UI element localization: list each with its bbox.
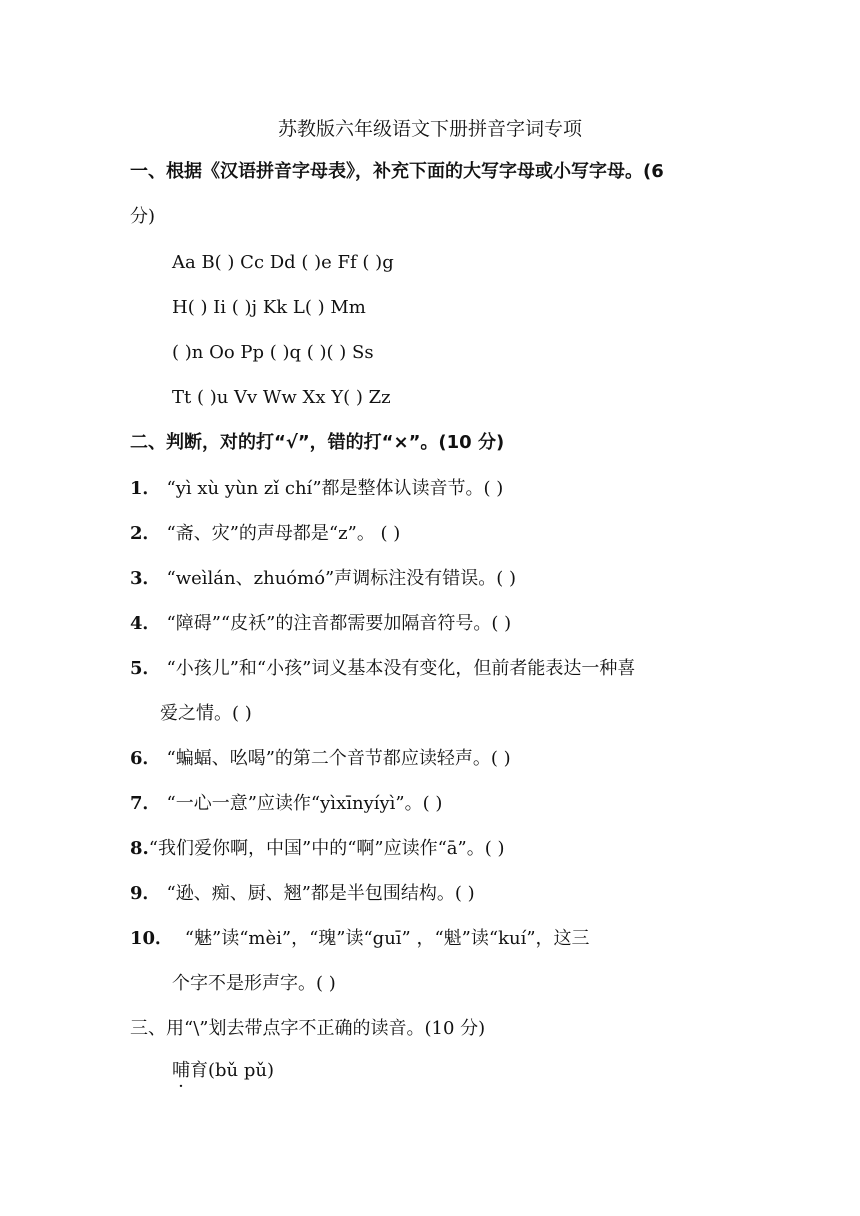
alphabet-row-1: Aa B( ) Cc Dd ( )e Ff ( )g [172, 252, 394, 273]
question-number: 7． [130, 793, 161, 814]
question-number: 9． [130, 883, 161, 904]
question-item [130, 881, 475, 907]
question-number: 6． [130, 748, 161, 769]
question-number: 1． [130, 478, 161, 499]
alphabet-row-4: Tt ( )u Vv Ww Xx Y( ) Zz [172, 387, 391, 408]
section1-heading-cont: 分) [130, 206, 156, 227]
question-text-cont: 爱之情。( ) [160, 703, 252, 724]
question-text: “蝙蝠、吆喝”的第二个音节都应读轻声。( ) [166, 748, 511, 769]
question-text: “魅”读“mèi”，“瑰”读“guī” ，“魁”读“kuí”，这三 [179, 928, 590, 949]
question-item [130, 656, 635, 682]
question-item [130, 836, 505, 862]
question-text-cont: 个字不是形声字。( ) [172, 973, 336, 994]
question-item [130, 521, 400, 547]
question-number: 4． [130, 613, 161, 634]
question-text: “yì xù yùn zǐ chí”都是整体认读音节。( ) [166, 478, 504, 499]
question-number: 10． [130, 928, 174, 949]
question-text: “障碍”“皮袄”的注音都需要加隔音符号。( ) [166, 613, 512, 634]
question-item [130, 926, 590, 952]
alphabet-row-2: H( ) Ii ( )j Kk L( ) Mm [172, 297, 366, 318]
question-item [130, 746, 511, 772]
question-text: “一心一意”应读作“yìxīnyíyì”。( ) [166, 793, 443, 814]
section1-heading: 一、根据《汉语拼音字母表》，补充下面的大写字母或小写字母。(6 [130, 161, 664, 182]
question-text: “weìlán、zhuómó”声调标注没有错误。( ) [166, 568, 517, 589]
question-number: 3． [130, 568, 161, 589]
question-item [130, 476, 503, 502]
question-text: “我们爱你啊，中国”中的“啊”应读作“ā”。( ) [148, 838, 505, 859]
question-item [130, 566, 516, 592]
question-number: 8. [130, 838, 149, 859]
pronunciation-item [172, 1058, 274, 1084]
section3-heading: 三、用“\”划去带点字不正确的读音。(10 分) [130, 1018, 486, 1039]
question-text: “小孩儿”和“小孩”词义基本没有变化，但前者能表达一种喜 [166, 658, 636, 679]
question-number: 2． [130, 523, 161, 544]
question-text: “逊、痴、厨、翘”都是半包围结构。( ) [166, 883, 475, 904]
alphabet-row-3: ( )n Oo Pp ( )q ( )( ) Ss [172, 342, 374, 363]
question-text: “斋、灾”的声母都是“z”。 ( ) [166, 523, 401, 544]
question-item [130, 791, 442, 817]
section2-heading: 二、判断，对的打“√”，错的打“×”。(10 分) [130, 432, 505, 453]
question-number: 5． [130, 658, 161, 679]
pronunciation-options: 育(bǔ pǔ) [190, 1060, 274, 1081]
dotted-character: 哺 [172, 1060, 190, 1081]
page-title: 苏教版六年级语文下册拼音字词专项 [277, 118, 582, 140]
question-item [130, 611, 511, 637]
